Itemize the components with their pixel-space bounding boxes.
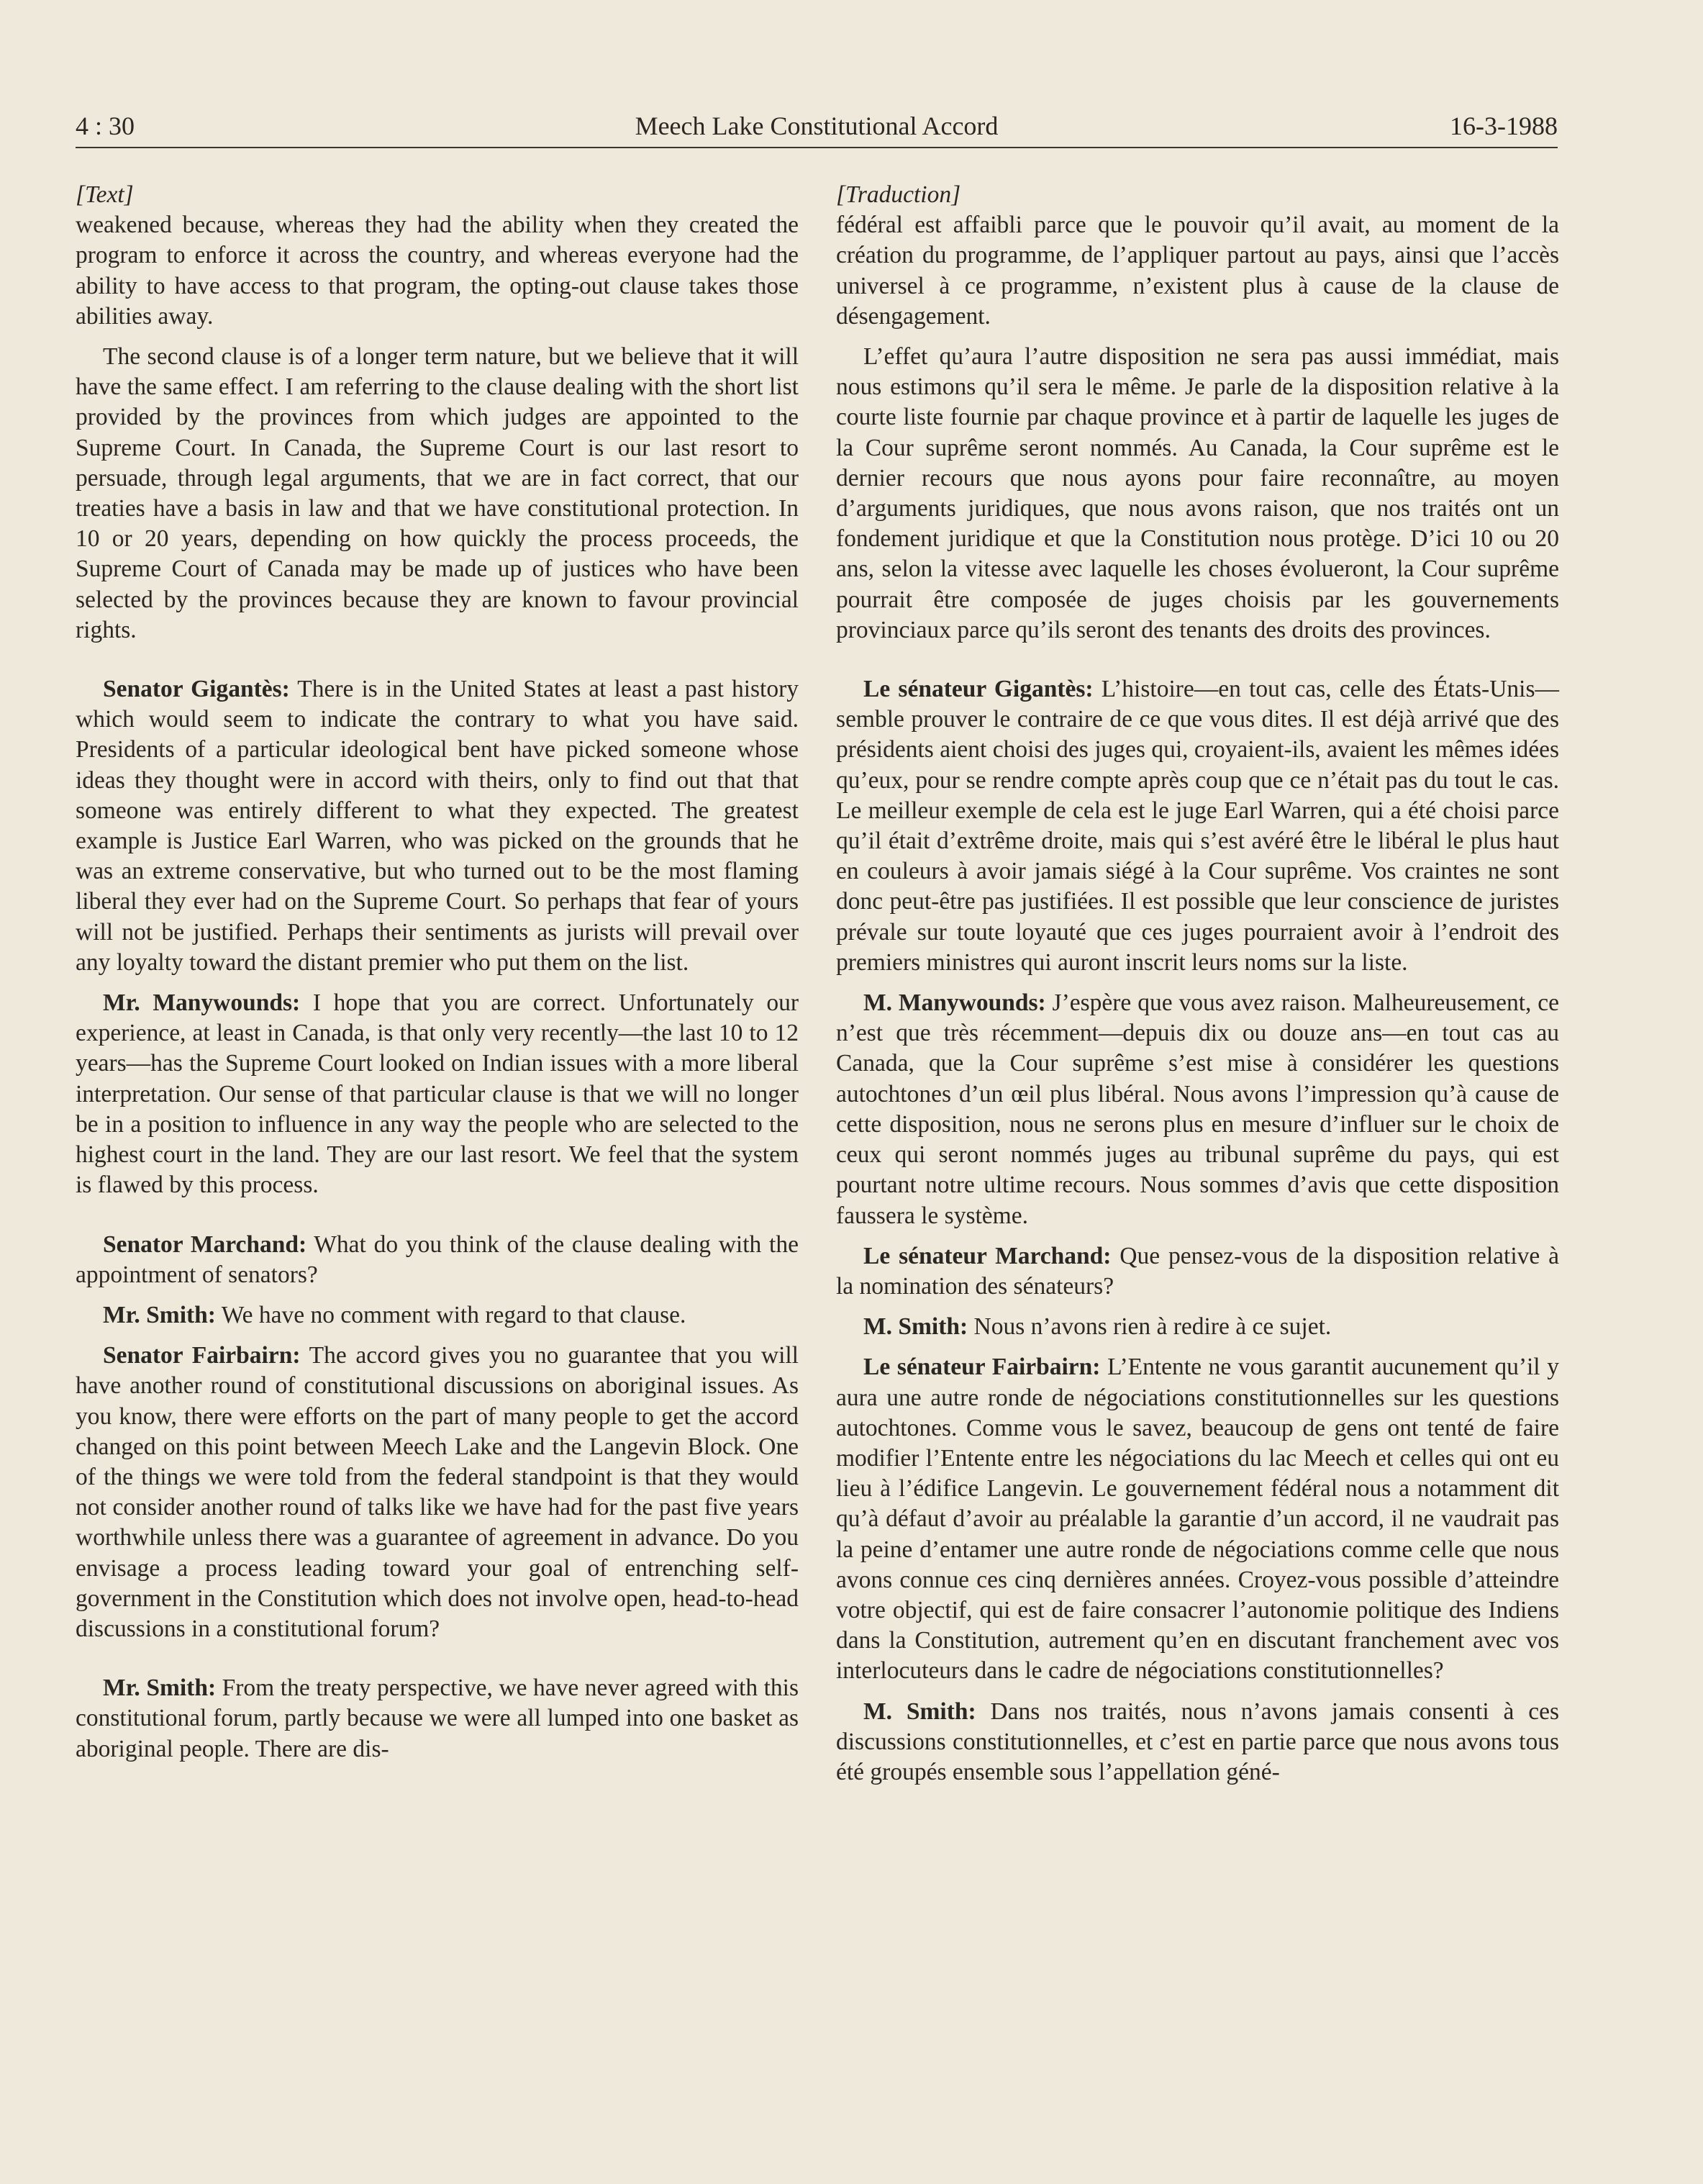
speech-text: J’espère que vous avez raison. Malheureusement, ce n’est que très récemment—depuis dix ou douze ans—en tout cas au Canada, que la Cour suprême s’est mise à considérer les questions autochtones d’un œil plus libéral. Nous avons l’impression qu’à cause de cette disposition, nous ne serons plus en mesure d’influer sur le choix de ceux qui seront nommés juges au tribunal suprême du pays, qui est pourtant notre ultime recours. Nous sommes d’avis que cette disposition faussera le système. xyxy=(836,989,1559,1229)
speech-text: There is in the United States at least a past history which would seem to indicate the contrary to what you have said. Presidents of a particular ideological bent have picked someone whose ideas they thought were in accord with theirs, only to find out that that someone was entirely different to what they expected. The greatest example is Justice Earl Warren, who was picked on the grounds that he was an extreme conservative, but who turned out to be the most flaming liberal they ever had on the Supreme Court. So perhaps that fear of yours will not be justified. Perhaps their sentiments as jurists will prevail over any loyalty toward the distant premier who put them on the list. xyxy=(76,676,799,976)
speech-paragraph xyxy=(836,1312,1559,1342)
speech-paragraph xyxy=(76,1300,799,1331)
tag-bracket-close: ] xyxy=(951,181,961,208)
page-header xyxy=(76,108,1558,144)
speaker-name: Le sénateur Fairbairn: xyxy=(863,1354,1101,1381)
speech-paragraph xyxy=(76,674,799,978)
speaker-name: Senator Gigantès: xyxy=(103,676,290,703)
speaker-name: M. Smith: xyxy=(863,1698,976,1725)
english-column xyxy=(76,180,799,1775)
speech-paragraph xyxy=(76,1341,799,1644)
column-tag-traduction xyxy=(836,180,1559,210)
speech-paragraph xyxy=(836,988,1559,1231)
speaker-name: M. Manywounds: xyxy=(863,989,1046,1017)
header-rule xyxy=(76,147,1558,148)
header-date: 16-3-1988 xyxy=(1450,112,1558,140)
speech-paragraph xyxy=(836,1352,1559,1686)
tag-bracket-open: [ xyxy=(76,181,86,208)
speech-paragraph xyxy=(76,1673,799,1764)
paragraph: The second clause is of a longer term nature, but we believe that it will have the same effect. I am referring to the clause dealing with the short list provided by the provinces from which judges are appointed to the Supreme Court. In Canada, the Supreme Court is our last resort to persuade, through legal arguments, that we are in fact correct, that our treaties have a basis in law and that we have constitutional protection. In 10 or 20 years, depending on how quickly the process proceeds, the Supreme Court of Canada may be made up of justices who have been selected by the provinces because they are known to favour provincial rights. xyxy=(76,343,799,643)
speech-text: The accord gives you no guarantee that you will have another round of constitutional discussions on aboriginal issues. As you know, there were efforts on the part of many people to get the accord changed on this point between Meech Lake and the Langevin Block. One of the things we were told from the federal standpoint is that they would not consider another round of talks like we have had for the past five years worthwhile unless there was a guarantee of agreement in advance. Do you envisage a process leading toward your goal of entrenching self-government in the Constitution which does not involve open, head-to-head discussions in a constitutional forum? xyxy=(76,1342,799,1642)
speaker-name: Le sénateur Marchand: xyxy=(863,1242,1112,1269)
speaker-name: Senator Fairbairn: xyxy=(103,1342,301,1369)
tag-bracket-close: ] xyxy=(124,181,134,208)
speaker-name: Mr. Smith: xyxy=(103,1675,217,1702)
paragraph: L’effet qu’aura l’autre disposition ne sera pas aussi immédiat, mais nous estimons qu’il sera le même. Je parle de la disposition relative à la courte liste fournie par chaque province et à partir de laquelle les juges de la Cour suprême seront nommés. Au Canada, la Cour suprême est le dernier recours que nous ayons pour faire reconnaître, au moyen d’arguments juridiques, que nous avons raison, que nos traités ont un fondement juridique et que la Constitution nous protège. D’ici 10 ou 20 ans, selon la vitesse avec laquelle les choses évolueront, la Cour suprême pourrait être composée de juges choisis par les gouvernements provinciaux parce qu’ils seront des tenants des droits des provinces. xyxy=(836,343,1559,643)
speech-paragraph xyxy=(836,1697,1559,1788)
paragraph: weakened because, whereas they had the ability when they created the program to enforce it across the country, and whereas everyone had the ability to have access to that program, the opting-out clause takes those abilities away. xyxy=(76,212,799,330)
column-tag-text xyxy=(76,180,799,210)
speech-text: Dans nos traités, nous n’avons jamais consenti à ces discussions constitutionnelles, et c’est en partie parce que nous avons tous été groupés ensemble sous l’appellation géné- xyxy=(836,1698,1559,1785)
page-number: 4 : 30 xyxy=(76,112,135,140)
speech-paragraph xyxy=(76,1230,799,1290)
speech-paragraph xyxy=(76,988,799,1200)
speaker-name: Le sénateur Gigantès: xyxy=(863,676,1094,703)
speaker-name: M. Smith: xyxy=(863,1313,968,1341)
speech-paragraph xyxy=(836,674,1559,978)
speech-text: Nous n’avons rien à redire à ce sujet. xyxy=(968,1313,1332,1341)
speech-text: What do you think of the clause dealing with the appointment of senators? xyxy=(76,1231,799,1288)
speech-text: I hope that you are correct. Unfortunately our experience, at least in Canada, is that only very recently—the last 10 to 12 years—has the Supreme Court looked on Indian issues with a more liberal interpretation. Our sense of that particular clause is that we will no longer be in a position to influence in any way the people who are selected to the highest court in the land. They are our last resort. We feel that the system is flawed by this process. xyxy=(76,989,799,1199)
tag-label: Traduction xyxy=(845,181,952,208)
running-title: Meech Lake Constitutional Accord xyxy=(635,112,999,140)
speaker-name: Mr. Smith: xyxy=(103,1301,216,1328)
speech-paragraph xyxy=(836,1241,1559,1302)
french-column xyxy=(836,180,1559,1798)
speaker-name: Mr. Manywounds: xyxy=(103,989,301,1017)
speech-text: L’histoire—en tout cas, celle des États-Unis—semble prouver le contraire de ce que vous dites. Il est déjà arrivé que des présidents aient choisi des juges qui, croyaient-ils, avaient les mêmes idées qu’eux, pour se rendre compte après coup que ce n’était pas du tout le cas. Le meilleur exemple de cela est le juge Earl Warren, qui a été choisi parce qu’il était d’extrême droite, mais qui s’est avéré être le libéral le plus haut en couleurs à avoir jamais siégé à la Cour suprême. Vos craintes ne sont donc peut-être pas justifiées. Il est possible que leur conscience de juristes prévale sur toute loyauté que ces juges pourraient avoir à l’endroit des premiers ministres qui auront inscrit leurs noms sur la liste. xyxy=(836,676,1559,976)
tag-bracket-open: [ xyxy=(836,181,846,208)
speech-text: We have no comment with regard to that clause. xyxy=(215,1301,686,1328)
speaker-name: Senator Marchand: xyxy=(103,1231,307,1258)
speech-text: From the treaty perspective, we have never agreed with this constitutional forum, partly because we were all lumped into one basket as aboriginal people. There are dis- xyxy=(76,1675,799,1762)
paragraph: fédéral est affaibli parce que le pouvoir qu’il avait, au moment de la création du programme, de l’appliquer partout au pays, ainsi que l’accès universel à ce programme, n’existent plus à cause de la clause de désengagement. xyxy=(836,212,1559,330)
tag-label: Text xyxy=(85,181,124,208)
speech-text: L’Entente ne vous garantit aucunement qu’il y aura une autre ronde de négociations constitutionnelles sur les questions autochtones. Comme vous le savez, beaucoup de gens ont tenté de faire modifier l’Entente entre les négociations du lac Meech et celles qui ont eu lieu à l’édifice Langevin. Le gouvernement fédéral nous a notamment dit qu’à défaut d’avoir au préalable la garantie d’un accord, il ne vaudrait pas la peine d’entamer une autre ronde de négociations comme celle que nous avons connue ces cinq dernières années. Croyez-vous possible d’atteindre votre objectif, qui est de faire consacrer l’autonomie politique des Indiens dans la Constitution, autrement qu’en en discutant franchement avec vos interlocuteurs dans le cadre de négociations constitutionnelles? xyxy=(836,1354,1559,1685)
speech-text: Que pensez-vous de la disposition relative à la nomination des sénateurs? xyxy=(836,1242,1559,1300)
